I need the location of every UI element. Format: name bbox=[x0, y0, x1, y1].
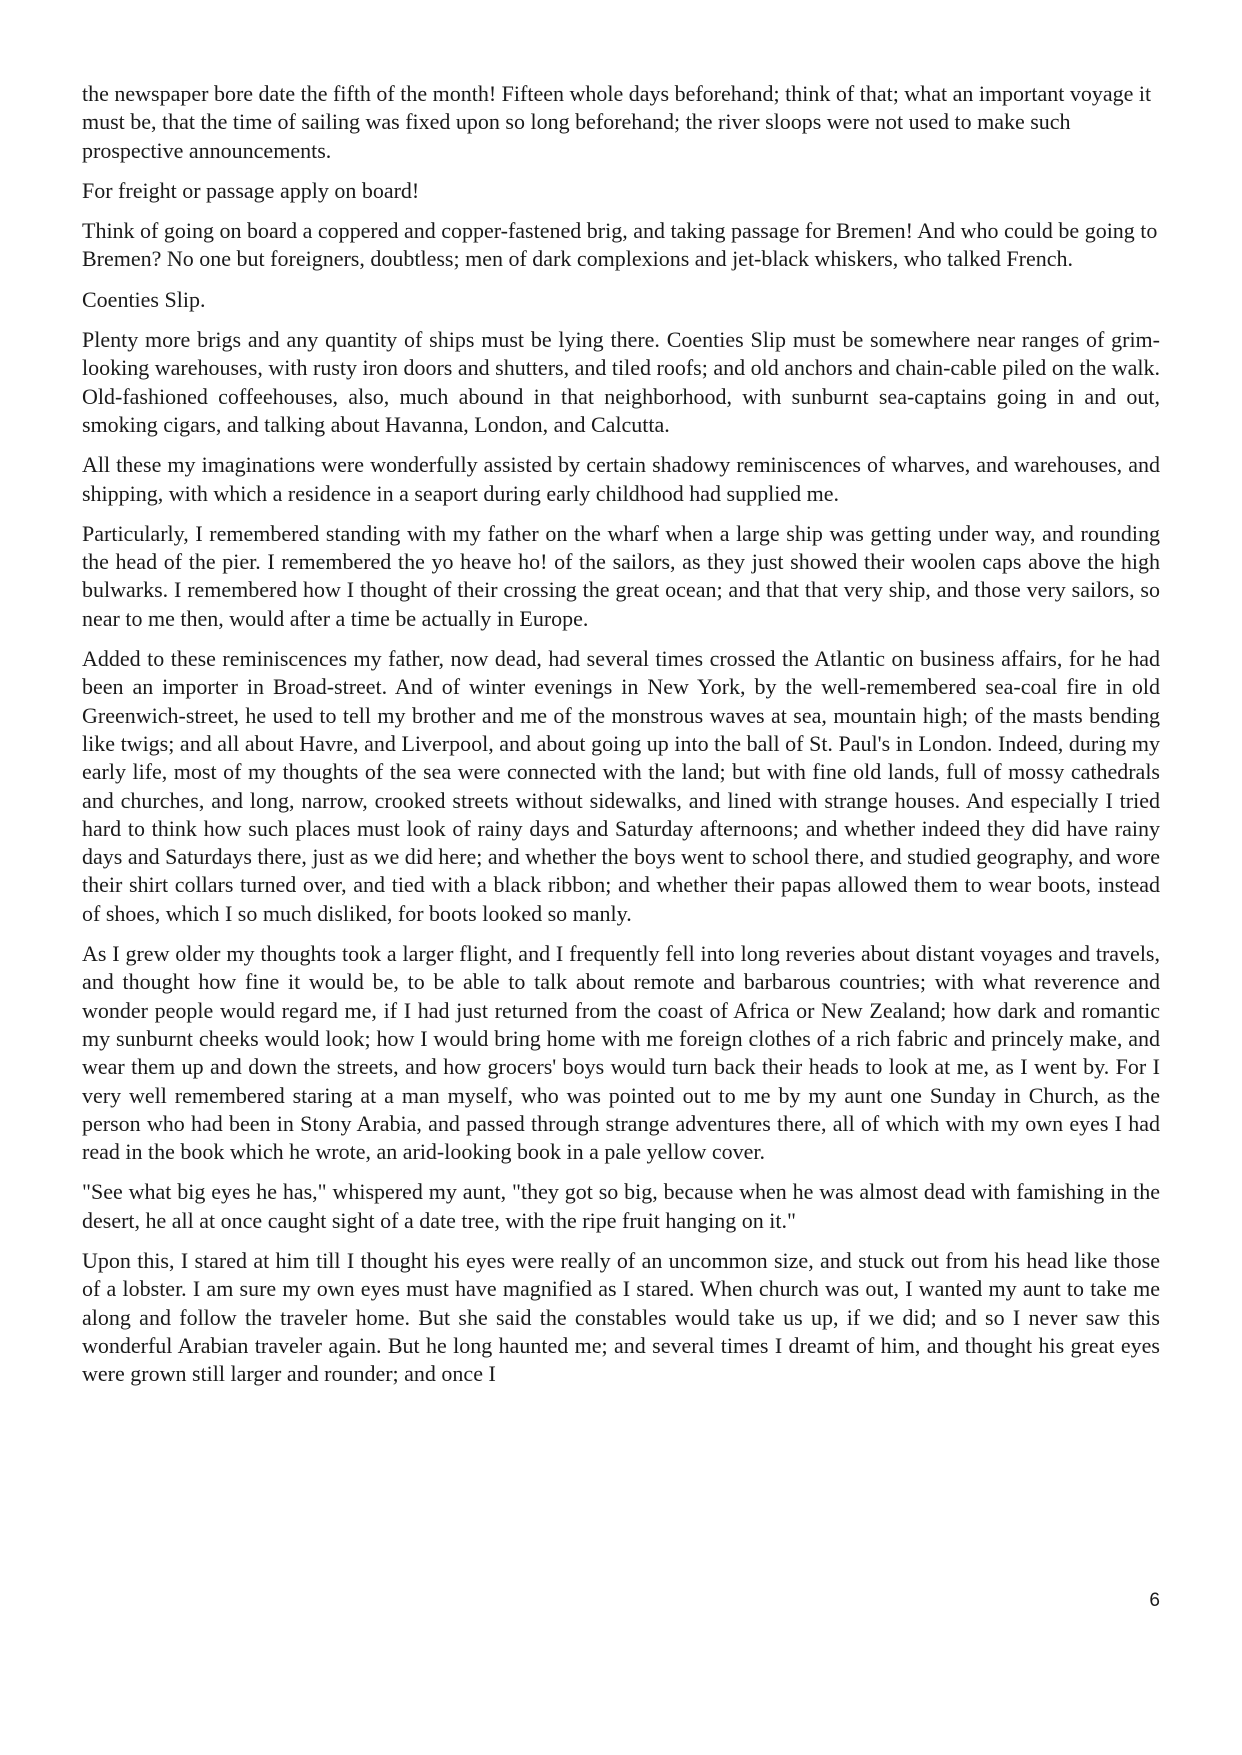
paragraph-3: Think of going on board a coppered and copper-fastened brig, and taking passage for Bremen! And who could be going to Bremen? No one but foreigners, doubtless; men of dark complexions and jet-black whiskers, who talked French. bbox=[82, 218, 1158, 272]
paragraph-8: Added to these reminiscences my father, now dead, had several times crossed the Atlantic on business affairs, for he had been an importer in Broad-street. And of winter evenings in New York, by the well-remembered sea-coal fire in old Greenwich-street, he used to tell my brother and me of the monstrous waves at sea, mountain high; of the masts bending like twigs; and all about Havre, and Liverpool, and about going up into the ball of St. Paul's in London. Indeed, during my early life, most of my thoughts of the sea were connected with the land; but with fine old lands, full of mossy cathedrals and churches, and long, narrow, crooked streets without sidewalks, and lined with strange houses. And especially I tried hard to think how such places must look of rainy days and Saturday afternoons; and whether indeed they did have rainy days and Saturdays there, just as we did here; and whether the boys went to school there, and studied geography, and wore their shirt collars turned over, and tied with a black ribbon; and whether their papas allowed them to wear boots, instead of shoes, which I so much disliked, for boots looked so manly. bbox=[82, 646, 1160, 926]
paragraph-5: Plenty more brigs and any quantity of ships must be lying there. Coenties Slip must be somewhere near ranges of grim-looking warehouses, with rusty iron doors and shutters, and tiled roofs; and old anchors and chain-cable piled on the walk. Old-fashioned coffeehouses, also, much abound in that neighborhood, with sunburnt sea-captains going in and out, smoking cigars, and talking about Havanna, London, and Calcutta. bbox=[82, 327, 1160, 437]
paragraph-9: As I grew older my thoughts took a larger flight, and I frequently fell into long reveries about distant voyages and travels, and thought how fine it would be, to be able to talk about remote and barbarous countries; with what reverence and wonder people would regard me, if I had just returned from the coast of Africa or New Zealand; how dark and romantic my sunburnt cheeks would look; how I would bring home with me foreign clothes of a rich fabric and princely make, and wear them up and down the streets, and how grocers' boys would turn back their heads to look at me, as I went by. For I very well remembered staring at a man myself, who was pointed out to me by my aunt one Sunday in Church, as the person who had been in Stony Arabia, and passed through strange adventures there, all of which with my own eyes I had read in the book which he wrote, an arid-looking book in a pale yellow cover. bbox=[82, 941, 1160, 1165]
paragraph-2: For freight or passage apply on board! bbox=[82, 177, 420, 203]
paragraph-10: "See what big eyes he has," whispered my aunt, "they got so big, because when he was almost dead with famishing in the desert, he all at once caught sight of a date tree, with the ripe fruit hanging on it." bbox=[82, 1179, 1160, 1233]
page-body bbox=[82, 80, 1160, 1400]
paragraph-7: Particularly, I remembered standing with my father on the wharf when a large ship was getting under way, and rounding the head of the pier. I remembered the yo heave ho! of the sailors, as they just showed their woolen caps above the high bulwarks. I remembered how I thought of their crossing the great ocean; and that that very ship, and those very sailors, so near to me then, would after a time be actually in Europe. bbox=[82, 520, 1160, 631]
paragraph-11: Upon this, I stared at him till I thought his eyes were really of an uncommon size, and stuck out from his head like those of a lobster. I am sure my own eyes must have magnified as I stared. When church was out, I wanted my aunt to take me along and follow the traveler home. But she said the constables would take us up, if we did; and so I never saw this wonderful Arabian traveler again. But he long haunted me; and several times I dreamt of him, and thought his great eyes were grown still larger and rounder; and once I bbox=[82, 1247, 1160, 1387]
paragraph-6: All these my imaginations were wonderfully assisted by certain shadowy reminiscences of wharves, and warehouses, and shipping, with which a residence in a seaport during early childhood had supplied me. bbox=[82, 452, 1160, 506]
page-number: 6 bbox=[1149, 1590, 1160, 1611]
paragraph-4: Coenties Slip. bbox=[82, 286, 206, 312]
paragraph-1: the newspaper bore date the fifth of the month! Fifteen whole days beforehand; think of that; what an important voyage it must be, that the time of sailing was fixed upon so long beforehand; the river sloops were not used to make such prospective announcements. bbox=[82, 81, 1152, 163]
